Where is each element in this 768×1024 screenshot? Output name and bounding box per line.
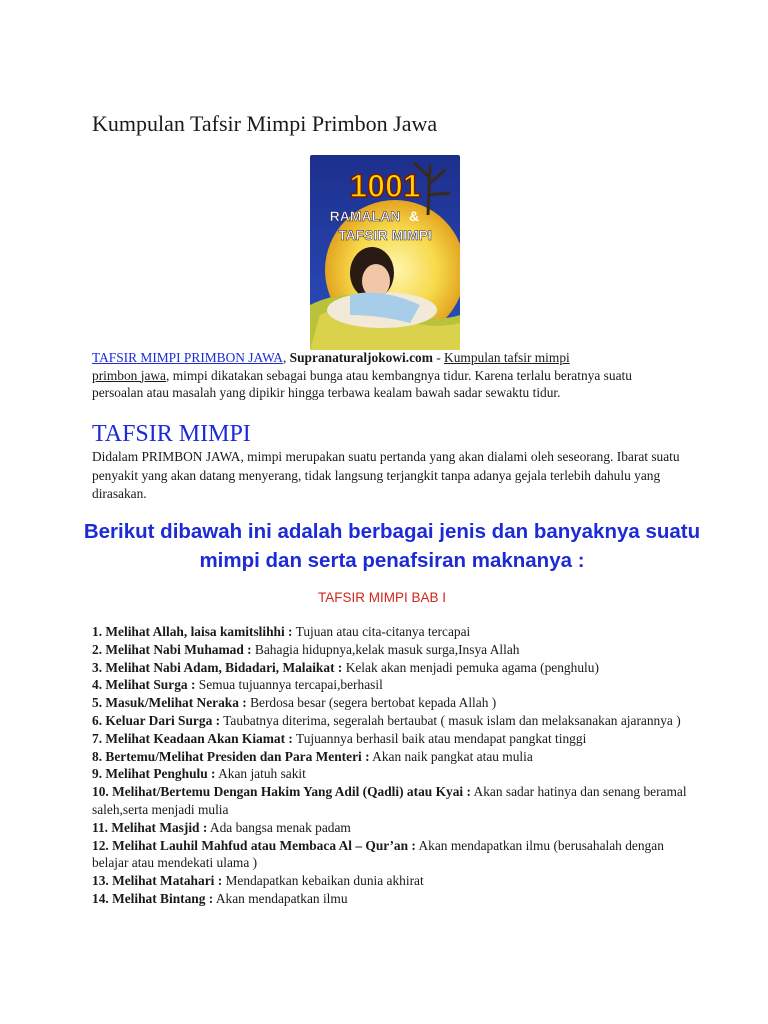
kumpulan-link-part2: primbon jawa <box>92 367 167 383</box>
list-item <box>92 676 692 694</box>
intro-comma: , <box>282 350 287 365</box>
list-item <box>92 694 692 712</box>
item-label: 13. Melihat Matahari : <box>92 873 223 889</box>
item-label: 12. Melihat Lauhil Mahfud atau Membaca Al – Qur’an : <box>92 837 416 853</box>
book-cover-illustration <box>310 155 460 350</box>
item-text: Akan sadar hatinya dan senang beramal saleh,serta menjadi mulia <box>92 784 687 817</box>
item-text: Taubatnya diterima, segeralah bertaubat ( masuk islam dan melaksanakan ajarannya ) <box>220 712 681 728</box>
chapter-heading: TAFSIR MIMPI BAB I <box>317 590 446 605</box>
list-item <box>92 623 692 641</box>
item-text: Akan mendapatkan ilmu <box>213 890 348 906</box>
item-label: 1. Melihat Allah, laisa kamitslihhi : <box>92 624 293 639</box>
site-name: Supranaturaljokowi.com <box>289 350 433 365</box>
item-label: 2. Melihat Nabi Muhamad : <box>92 641 252 657</box>
item-text: Tujuan atau cita-citanya tercapai <box>292 624 471 639</box>
dream-list <box>92 623 692 908</box>
list-item <box>92 748 692 766</box>
intro-dash: - <box>432 350 445 365</box>
list-item <box>92 890 692 908</box>
item-text: Akan jatuh sakit <box>215 766 306 782</box>
tafsir-primbon-link[interactable]: TAFSIR MIMPI PRIMBON JAWA <box>92 350 283 365</box>
item-label: 9. Melihat Penghulu : <box>92 766 216 782</box>
item-label: 8. Bertemu/Melihat Presiden dan Para Menteri : <box>92 748 370 764</box>
item-label: 5. Masuk/Melihat Neraka : <box>92 695 247 711</box>
cover-amp: & <box>408 208 420 224</box>
item-text: Kelak akan menjadi pemuka agama (penghulu) <box>342 659 599 675</box>
list-item <box>92 837 692 873</box>
item-text: Tujuannya berhasil baik atau mendapat pangkat tinggi <box>292 730 587 746</box>
item-text: Semua tujuannya tercapai,berhasil <box>195 677 383 693</box>
section-paragraph: Didalam PRIMBON JAWA, mimpi merupakan suatu pertanda yang akan dialami oleh seseorang. Ibarat suatu penyakit yang akan datang menyerang, tidak langsung terjangkit tanpa adanya gejala terlebih dahulu yang dirasakan. <box>92 449 680 501</box>
list-item <box>92 712 692 730</box>
item-label: 10. Melihat/Bertemu Dengan Hakim Yang Adil (Qadli) atau Kyai : <box>92 784 471 800</box>
list-item <box>92 765 692 783</box>
list-item <box>92 783 692 819</box>
item-label: 4. Melihat Surga : <box>92 677 196 693</box>
item-text: Bahagia hidupnya,kelak masuk surga,Insya Allah <box>251 641 520 657</box>
list-item <box>92 872 692 890</box>
intro-paragraph <box>92 349 672 402</box>
item-label: 6. Keluar Dari Surga : <box>92 712 221 728</box>
list-item <box>92 730 692 748</box>
item-label: 14. Melihat Bintang : <box>92 890 214 906</box>
cover-number: 1001 <box>349 168 421 204</box>
kumpulan-link-part1: Kumpulan tafsir mimpi <box>444 350 570 365</box>
item-text: Ada bangsa menak padam <box>207 819 351 835</box>
item-label: 3. Melihat Nabi Adam, Bidadari, Malaikat : <box>92 659 343 675</box>
list-item <box>92 819 692 837</box>
list-subheading: Berikut dibawah ini adalah berbagai jenis dan banyaknya suatu mimpi dan serta penafsiran maknanya : <box>83 520 701 572</box>
item-text: Berdosa besar (segera bertobat kepada Allah ) <box>246 695 497 711</box>
list-item <box>92 641 692 659</box>
intro-text: , mimpi dikatakan sebagai bunga atau kembangnya tidur. Karena terlalu beratnya suatu persoalan atau masalah yang dipikir hingga terbawa kealam bawah sadar sewaktu tidur. <box>92 367 632 400</box>
item-label: 7. Melihat Keadaan Akan Kiamat : <box>92 730 293 746</box>
cover-line2: TAFSIR MIMPI <box>338 227 432 243</box>
item-text: Mendapatkan kebaikan dunia akhirat <box>222 873 424 889</box>
book-cover-image <box>310 155 460 350</box>
section-heading: TAFSIR MIMPI <box>92 421 251 447</box>
item-label: 11. Melihat Masjid : <box>92 819 208 835</box>
list-item <box>92 659 692 677</box>
page-title: Kumpulan Tafsir Mimpi Primbon Jawa <box>92 111 438 136</box>
item-text: Akan mendapatkan ilmu (berusahalah dengan belajar atau mendekati ulama ) <box>92 837 664 871</box>
item-text: Akan naik pangkat atau mulia <box>369 748 533 764</box>
cover-line1: RAMALAN <box>329 208 401 224</box>
